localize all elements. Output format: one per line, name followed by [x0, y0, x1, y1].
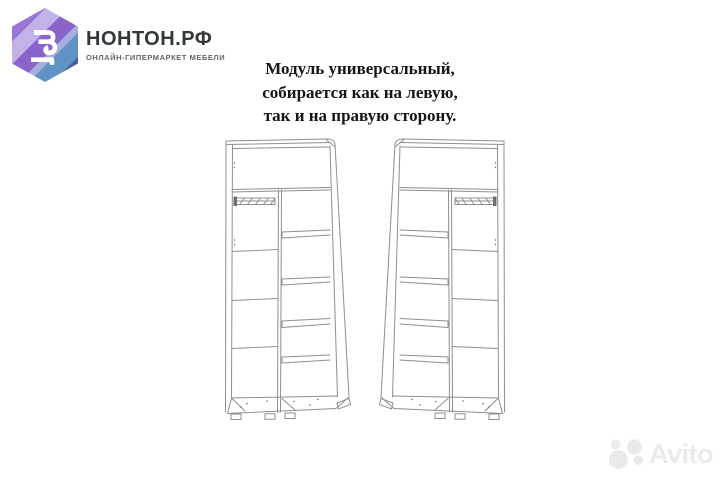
brand-name: НОНТОН.РФ: [86, 28, 213, 50]
heading-line-3: так и на правую сторону.: [263, 106, 457, 125]
furniture-monogram-icon: [23, 22, 67, 68]
wardrobe-diagram-right-assembly: [377, 136, 507, 428]
avito-circles-icon: [608, 437, 646, 471]
brand-text-block: [86, 28, 225, 62]
avito-watermark-text: Avito: [649, 438, 713, 469]
product-description: [218, 57, 502, 128]
brand-header: [12, 8, 225, 82]
avito-watermark: [608, 437, 713, 471]
heading-line-1: Модуль универсальный,: [265, 59, 455, 78]
nonton-logo-icon: [12, 8, 78, 82]
heading-line-2: собирается как на левую,: [262, 82, 458, 102]
brand-tagline: ОНЛАЙН-ГИПЕРМАРКЕТ МЕБЕЛИ: [86, 53, 226, 62]
wardrobe-diagram-left-assembly: [223, 136, 353, 428]
